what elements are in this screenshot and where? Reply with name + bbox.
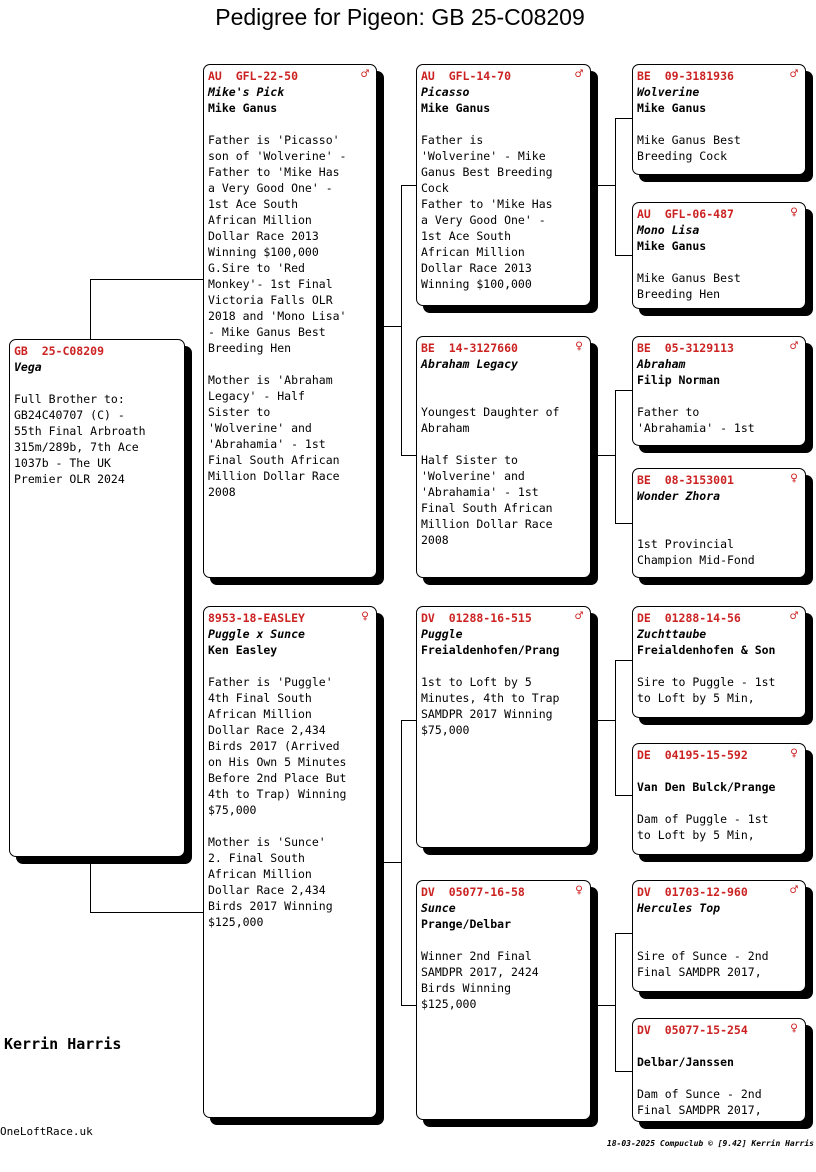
pigeon-info: 1st to Loft by 5 Minutes, 4th to Trap SAMDPR 2017 Winning $75,000 (421, 675, 560, 737)
pigeon-info: Sire of Sunce - 2nd Final SAMDPR 2017, (637, 949, 769, 979)
pigeon-info: Full Brother to: GB24C40707 (C) - 55th Final Arbroath 315m/289b, 7th Ace 1037b - The UK Premier OLR 2024 (14, 392, 146, 486)
ring-number: DV 05077-15-254 (637, 1023, 748, 1037)
pigeon-name (637, 1038, 801, 1054)
connector-line (615, 255, 633, 256)
breeder-name: Filip Norman (637, 373, 721, 387)
connector-line (597, 185, 615, 186)
pigeon-info: 1st Provincial Champion Mid-Fond (637, 537, 755, 567)
connector-line (615, 118, 633, 119)
male-symbol-icon: ♂ (790, 339, 798, 354)
pigeon-card-sire-dam[interactable] (416, 336, 591, 578)
pigeon-info: Youngest Daughter of Abraham Half Sister to 'Wolverine' and 'Abrahamia' - 1st Final South African Million Dollar Race 2008 (421, 405, 560, 547)
breeder-name (421, 372, 586, 388)
pigeon-name: Sunce (421, 901, 456, 915)
breeder-name: Prange/Delbar (421, 917, 512, 931)
connector-line (597, 455, 615, 456)
breeder-name (637, 916, 801, 932)
ring-number: AU GFL-22-50 (208, 69, 299, 83)
female-symbol-icon: ♀ (575, 883, 583, 898)
ring-number: BE 09-3181936 (637, 69, 734, 83)
ring-number: DV 05077-16-58 (421, 885, 525, 899)
breeder-name: Mike Ganus (421, 101, 491, 115)
connector-line (615, 1071, 633, 1072)
ring-number: DV 01703-12-960 (637, 885, 748, 899)
breeder-name: Delbar/Janssen (637, 1055, 734, 1069)
pigeon-card-sire-sire[interactable] (416, 64, 591, 306)
ring-number: DV 01288-16-515 (421, 611, 532, 625)
connector-line (597, 720, 615, 721)
female-symbol-icon: ♀ (790, 746, 798, 761)
breeder-name: Mike Ganus (208, 101, 278, 115)
connector-line (615, 660, 633, 661)
footer-credit: 18-03-2025 Compuclub © [9.42] Kerrin Harris (606, 1139, 814, 1148)
pigeon-card-sire-dam-dam[interactable] (632, 468, 806, 578)
female-symbol-icon: ♀ (575, 339, 583, 354)
pigeon-card-dam-dam[interactable] (416, 880, 591, 1120)
pigeon-card-sire[interactable] (203, 64, 377, 578)
pigeon-name: Picasso (421, 85, 470, 99)
male-symbol-icon: ♂ (790, 67, 798, 82)
connector-line (90, 857, 91, 912)
male-symbol-icon: ♂ (361, 67, 369, 82)
female-symbol-icon: ♀ (361, 609, 369, 624)
connector-line (383, 326, 401, 327)
breeder-name: Van Den Bulck/Prange (637, 780, 776, 794)
connector-line (615, 795, 633, 796)
pigeon-name (637, 763, 801, 779)
connector-line (615, 660, 616, 795)
pigeon-card-dam-dam-dam[interactable] (632, 1018, 806, 1122)
pigeon-info: Father to 'Abrahamia' - 1st (637, 405, 755, 435)
connector-line (597, 1005, 615, 1006)
pigeon-name: Mono Lisa (637, 223, 700, 237)
pigeon-name: Puggle (421, 627, 463, 641)
connector-line (401, 1005, 417, 1006)
male-symbol-icon: ♂ (575, 609, 583, 624)
connector-line (90, 912, 204, 913)
connector-line (615, 390, 633, 391)
female-symbol-icon: ♀ (790, 471, 798, 486)
male-symbol-icon: ♂ (790, 883, 798, 898)
connector-line (615, 390, 616, 523)
breeder-name: Freialdenhofen/Prang (421, 643, 560, 657)
pigeon-name: Abraham (637, 357, 686, 371)
ring-number: BE 05-3129113 (637, 341, 734, 355)
pigeon-name: Vega (14, 360, 42, 374)
female-symbol-icon: ♀ (790, 1021, 798, 1036)
page-title: Pedigree for Pigeon: GB 25-C08209 (215, 4, 585, 30)
connector-line (615, 118, 616, 255)
male-symbol-icon: ♂ (790, 609, 798, 624)
breeder-name: Mike Ganus (637, 239, 707, 253)
male-symbol-icon: ♂ (575, 67, 583, 82)
connector-line (383, 862, 401, 863)
pigeon-info: Dam of Puggle - 1st to Loft by 5 Min, (637, 812, 769, 842)
pigeon-name: Abraham Legacy (421, 357, 518, 371)
pigeon-name: Mike's Pick (208, 85, 285, 99)
connector-line (615, 523, 633, 524)
ring-number: AU GFL-06-487 (637, 207, 734, 221)
pigeon-card-sire-sire-sire[interactable] (632, 64, 806, 175)
pigeon-card-dam-sire[interactable] (416, 606, 591, 848)
pigeon-info: Father is 'Picasso' son of 'Wolverine' - Father to 'Mike Has a Very Good One' - 1st Ace South African Million Dollar Race 2013 Winning $100,000 G.Sire to 'Red Monkey'- 1st Final Victoria Falls OLR 2018 and 'Mono Lisa' - Mike Ganus Best Breeding Hen Mother is 'Abraham Legacy' - Half Sister to 'Wolverine' and 'Abrahamia' - 1st Final South African Million Dollar Race 2008 (208, 133, 347, 499)
ring-number: BE 14-3127660 (421, 341, 518, 355)
pigeon-info: Mike Ganus Best Breeding Cock (637, 133, 741, 163)
pigeon-card-subject[interactable] (9, 339, 185, 857)
ring-number: BE 08-3153001 (637, 473, 734, 487)
connector-line (615, 933, 633, 934)
pigeon-name: Puggle x Sunce (208, 627, 305, 641)
pigeon-card-sire-dam-sire[interactable] (632, 336, 806, 446)
pigeon-info: Father is 'Wolverine' - Mike Ganus Best Breeding Cock Father to 'Mike Has a Very Good One' - 1st Ace South African Million Dollar Race 2013 Winning $100,000 (421, 133, 553, 291)
connector-line (401, 455, 417, 456)
pigeon-info: Dam of Sunce - 2nd Final SAMDPR 2017, (637, 1087, 762, 1117)
pigeon-name: Zuchttaube (637, 627, 707, 641)
female-symbol-icon: ♀ (790, 205, 798, 220)
ring-number: DE 01288-14-56 (637, 611, 741, 625)
connector-line (401, 720, 402, 1005)
connector-line (401, 720, 417, 721)
connector-line (90, 279, 204, 280)
pigeon-info: Father is 'Puggle' 4th Final South African Million Dollar Race 2,434 Birds 2017 (Arrived on His Own 5 Minutes Before 2nd Place But 4th to Trap) Winning $75,000 Mother is 'Sunce' 2. Final South African Million Dollar Race 2,434 Birds 2017 Winning $125,000 (208, 675, 347, 929)
pigeon-info: Winner 2nd Final SAMDPR 2017, 2424 Birds Winning $125,000 (421, 949, 539, 1011)
pigeon-card-dam-dam-sire[interactable] (632, 880, 806, 992)
ring-number: GB 25-C08209 (14, 344, 105, 358)
breeder-name: Freialdenhofen & Son (637, 643, 776, 657)
ring-number: DE 04195-15-592 (637, 748, 748, 762)
pigeon-name: Wolverine (637, 85, 700, 99)
pigeon-card-dam-sire-dam[interactable] (632, 743, 806, 855)
breeder-name: Ken Easley (208, 643, 278, 657)
pigeon-info: Sire to Puggle - 1st to Loft by 5 Min, (637, 675, 776, 705)
pigeon-card-dam-sire-sire[interactable] (632, 606, 806, 718)
pigeon-name: Hercules Top (637, 901, 721, 915)
breeder-name (637, 504, 801, 520)
pigeon-name: Wonder Zhora (637, 489, 721, 503)
connector-line (90, 279, 91, 341)
connector-line (615, 933, 616, 1071)
connector-line (401, 185, 402, 455)
breeder-name: Mike Ganus (637, 101, 707, 115)
ring-number: AU GFL-14-70 (421, 69, 512, 83)
ring-number: 8953-18-EASLEY (208, 611, 305, 625)
pigeon-card-sire-sire-dam[interactable] (632, 202, 806, 309)
owner-name: Kerrin Harris (4, 1035, 122, 1053)
connector-line (401, 185, 417, 186)
website-label: OneLoftRace.uk (0, 1125, 93, 1138)
pigeon-card-dam[interactable] (203, 606, 377, 1118)
pigeon-info: Mike Ganus Best Breeding Hen (637, 271, 741, 301)
